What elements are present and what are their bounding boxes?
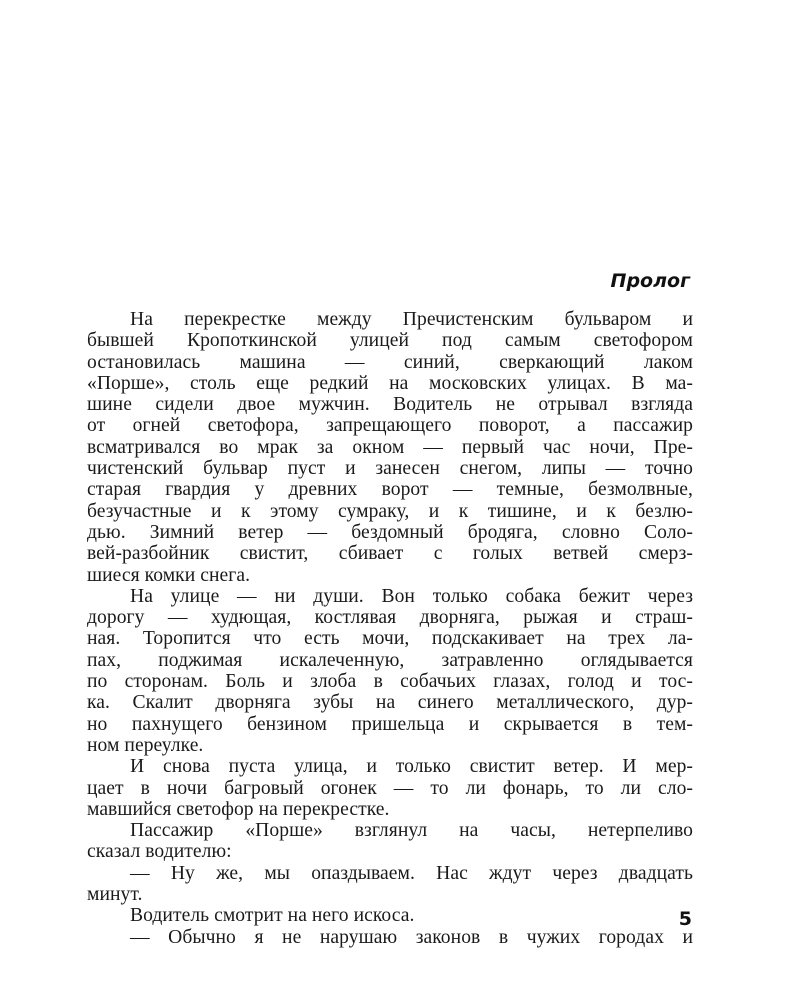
chapter-text [87,309,693,948]
text-line: чистенский бульвар пуст и занесен снегом, липы — точно [87,458,693,480]
text-line: дорогу — худющая, костлявая дворняга, рыжая и страш- [87,607,693,629]
text-line: дью. Зимний ветер — бездомный бродяга, словно Соло- [87,521,693,543]
text-line: но пахнущего бензином пришельца и скрывается в тем- [87,713,693,735]
text-line: «Порше», столь еще редкий на московских улицах. В ма- [87,372,693,394]
text-line: шиеся комки снега. [87,564,251,586]
text-line: по сторонам. Боль и злоба в собачьих глазах, голод и тос- [87,671,693,693]
text-line: остановилась машина — синий, сверкающий лаком [87,351,693,373]
text-line: всматривался во мрак за окном — первый час ночи, Пре- [87,436,693,458]
text-line: ном переулке. [87,734,204,756]
text-line: На улице — ни души. Вон только собака бежит через [130,585,693,607]
chapter-title: Пролог [610,270,690,292]
text-line: мавшийся светофор на перекрестке. [87,798,390,820]
text-line: старая гвардия у древних ворот — темные, безмолвные, [87,479,693,501]
text-line: от огней светофора, запрещающего поворот, а пассажир [87,415,693,437]
text-line: сказал водителю: [87,841,232,863]
text-line: И снова пуста улица, и только свистит ветер. И мер- [130,756,693,778]
text-line: цает в ночи багровый огонек — то ли фонарь, то ли сло- [87,777,693,799]
text-line: На перекрестке между Пречистенским бульваром и [130,309,693,330]
text-line: — Обычно я не нарушаю законов в чужих городах и [130,926,693,948]
text-line: безучастные и к этому сумраку, и к тишине, и к безлю- [87,500,693,522]
text-line: ка. Скалит дворняга зубы на синего металлического, дур- [87,692,693,714]
text-line: — Ну же, мы опаздываем. Нас ждут через двадцать [130,862,693,884]
text-line: Пассажир «Порше» взглянул на часы, нетерпеливо [130,820,693,842]
page-number: 5 [678,908,692,930]
text-line: минут. [87,884,143,906]
text-line: пах, поджимая искалеченную, затравленно оглядывается [87,649,693,671]
text-line: шине сидели двое мужчин. Водитель не отрывал взгляда [87,394,693,416]
text-line: бывшей Кропоткинской улицей под самым светофором [87,330,693,352]
text-line: ная. Торопится что есть мочи, подскакивает на трех ла- [87,628,693,650]
text-line: вей-разбойник свистит, сбивает с голых ветвей смерз- [87,543,693,565]
text-line: Водитель смотрит на него искоса. [130,905,415,927]
